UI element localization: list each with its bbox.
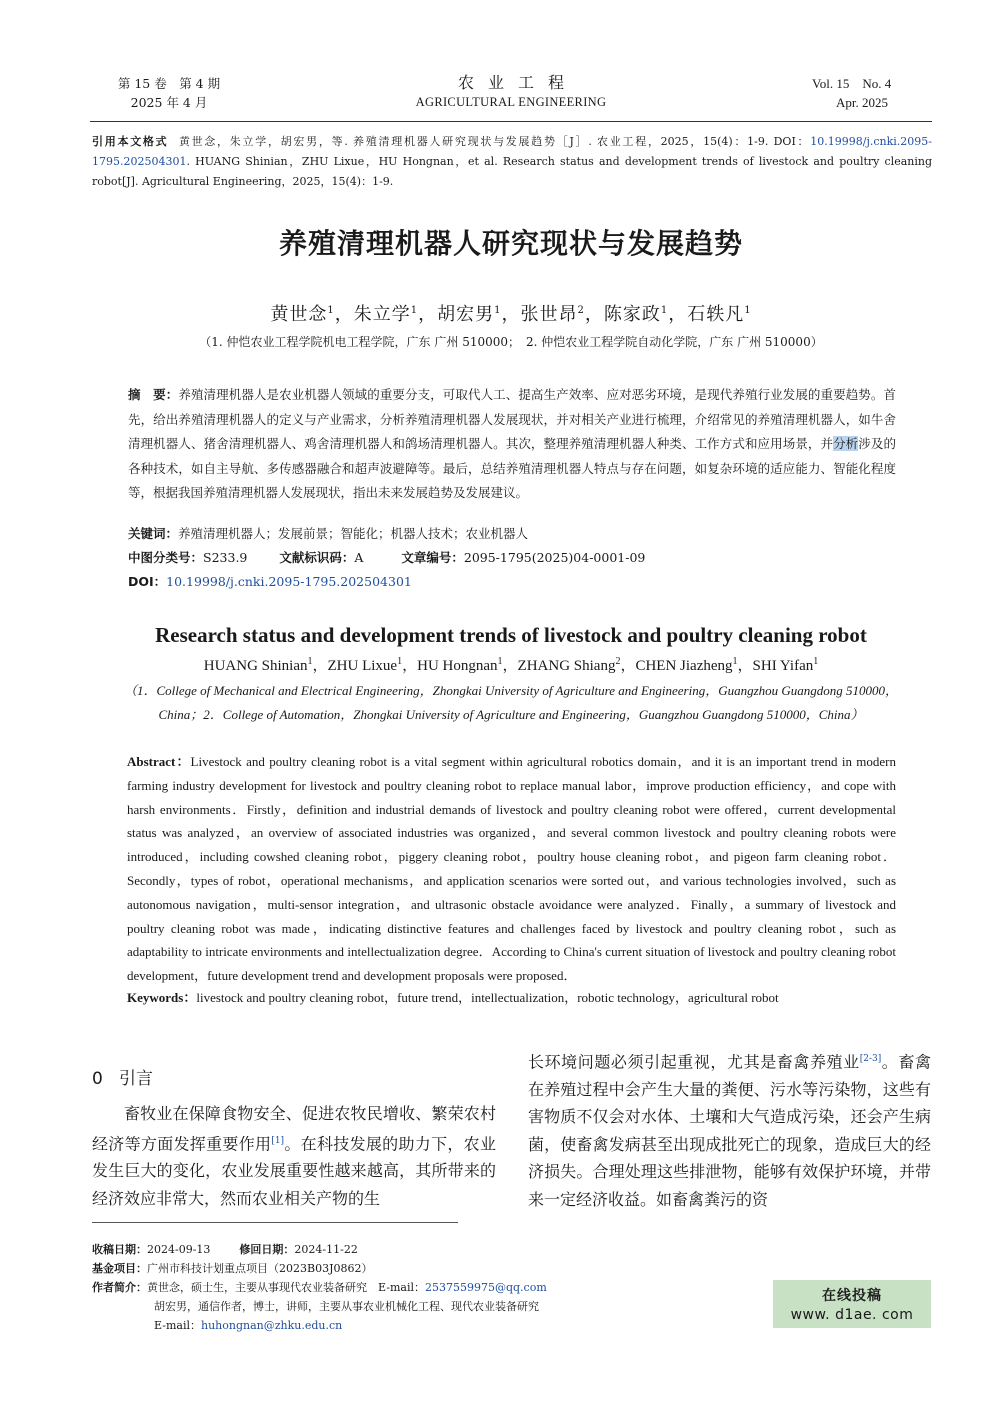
author-en-name: SHI Yifan [752,658,814,674]
author-en-separator: ， [620,658,636,674]
paper-title-cn: 养殖清理机器人研究现状与发展趋势 [278,227,743,260]
citation-text-cn: 黄世念，朱立学，胡宏男，等. 养殖清理机器人研究现状与发展趋势［J］. 农业工程，2025，15(4)：1-9. DOI： [178,135,811,148]
fund-line [92,1259,772,1278]
volume-issue-cn: 第 15 卷 第 4 期 [117,76,221,91]
abstract-cn-label: 摘 要： [128,387,179,402]
header-rule [90,121,932,122]
author-en-separator: ， [737,658,753,674]
revised-date: 2024-11-22 [294,1243,358,1256]
body-column-left [92,1100,496,1212]
date-en: Apr. 2025 [836,95,888,110]
author-cn-separator: ， [334,304,354,325]
author-cn-separator: ， [501,304,521,325]
journal-name-en: AGRICULTURAL ENGINEERING [415,95,607,109]
author-bio-2-email [92,1316,772,1335]
received-date: 2024-09-13 [147,1243,211,1256]
journal-name-cn: 农业工程 [457,73,578,92]
badge-title: 在线投稿 [822,1288,882,1304]
section-heading [92,1064,153,1089]
author-bio-label: 作者简介： [92,1281,147,1294]
author-cn-name: 胡宏男 [437,304,495,325]
authors-en [90,654,932,675]
footnote-rule [92,1222,458,1223]
email-link-2[interactable]: huhongnan@zhku.edu.cn [200,1319,343,1332]
clc-value: S233.9 [203,550,248,565]
clc-label: 中图分类号： [128,550,204,565]
author-cn-separator: ， [668,304,688,325]
journal-header [396,72,626,111]
author-en-affiliation-mark: 1 [497,656,503,667]
author-cn-name: 朱立学 [353,304,411,325]
abstract-en-label: Abstract： [127,754,191,769]
section-number: 0 [92,1069,103,1089]
author-en-name: ZHU Lixue [327,658,398,674]
classification-line [128,548,896,568]
paper-title-en: Research status and development trends of livestock and poultry cleaning robot [155,623,867,647]
citation-text-en: . HUANG Shinian，ZHU Lixue，HU Hongnan，et al. Research status and development trends of livestock and poultry cleaning robot[J]. Agricultural Engineering，2025，15(4)：1-9. [92,155,932,188]
body-left-text-1: 畜牧业在保障食物安全、促进农牧民增收、繁荣农村经济等方面发挥重要作用 [92,1104,496,1153]
author-cn-separator: ， [584,304,604,325]
body-right-text-1: 长环境问题必须引起重视，尤其是畜禽养殖业 [528,1052,860,1072]
fund-label: 基金项目： [92,1262,147,1275]
online-submission-badge[interactable] [773,1280,931,1328]
author-cn-affiliation-mark: 1 [327,305,335,316]
abstract-cn-text-2: 涉及的各种技术，如自主导航、多传感器融合和超声波避障等。最后，总结养殖清理机器人特点与存在问题，如复杂环境的适应能力、智能化程度等，根据我国养殖清理机器人发展现状，指出未来发展趋势及发展建议。 [128,436,896,500]
affiliation-cn: （1. 仲恺农业工程学院机电工程学院，广东 广州 510000； 2. 仲恺农业工程学院自动化学院，广东 广州 510000） [199,335,823,349]
dates-line [92,1240,772,1259]
article-no-label: 文章编号： [401,550,464,565]
citation-ref-2-3[interactable]: [2-3] [859,1054,882,1064]
date-cn: 2025 年 4 月 [130,95,208,110]
section-title: 引言 [119,1069,154,1089]
doi-link[interactable]: 10.19998/j.cnki.2095-1795.202504301 [166,574,412,589]
body-column-right [528,1046,931,1213]
author-cn-affiliation-mark: 1 [744,305,752,316]
header-right [812,74,932,112]
author-en-name: ZHANG Shiang [517,658,616,674]
author-en-affiliation-mark: 1 [397,656,403,667]
citation-ref-1[interactable]: [1] [271,1135,285,1146]
author-en-separator: ， [312,658,328,674]
body-right-text-2: 。畜禽在养殖过程中会产生大量的粪便、污水等污染物，这些有害物质不仅会对水体、土壤和大气造成污染，还会产生病菌，使畜禽发病甚至出现成批死亡的现象，造成巨大的经济损失。合理处理这些排泄物，能够有效保护环境，并带来一定经济收益。如畜禽粪污的资 [528,1052,931,1209]
header-left [104,74,234,112]
author-en-name: HU Hongnan [417,658,498,674]
citation-label: 引用本文格式 [92,135,169,148]
body-left-text-2: 。在科技发展的助力下，农业发生巨大的变化，农业发展重要性越来越高，其所带来的经济效应非常大，然而农业相关产物的生 [92,1133,496,1208]
author-bio-1-text: 黄世念，硕士生，主要从事现代农业装备研究 E-mail： [147,1281,425,1294]
email-link-1[interactable]: 2537559975@qq.com [424,1281,547,1294]
author-cn-name: 石轶凡 [687,304,745,325]
author-cn-affiliation-mark: 2 [577,305,585,316]
abstract-cn-highlight[interactable]: 分析 [833,436,859,451]
keywords-en-text: livestock and poultry cleaning robot，future trend，intellectualization，robotic technology，agricultural robot [196,990,779,1005]
revised-label: 修回日期： [239,1243,295,1256]
doc-code-value: A [354,550,364,565]
badge-url: www. d1ae. com [790,1307,914,1323]
doc-code-label: 文献标识码： [279,550,355,565]
author-en-name: CHEN Jiazheng [635,658,733,674]
authors-cn [90,300,932,326]
doi-label: DOI： [128,574,167,589]
email-label: E-mail： [154,1319,201,1332]
author-en-affiliation-mark: 1 [732,656,738,667]
keywords-cn [128,524,896,544]
citation-doi-link[interactable]: 10.19998/j.cnki.2095-1795.202504301 [92,135,933,168]
citation-block [92,132,932,192]
keywords-cn-label: 关键词： [128,526,179,541]
keywords-cn-text: 养殖清理机器人；发展前景；智能化；机器人技术；农业机器人 [178,526,529,541]
affiliation-en: （1．College of Mechanical and Electrical Engineering，Zhongkai University of Agriculture and Engineering，Guangzhou Guangdong 510000，China；2．College of Automation，Zhongkai University of Agriculture and Engineering，Guangzhou Guangdong 510000，China） [123,683,899,722]
abstract-en-text: Livestock and poultry cleaning robot is a vital segment within agricultural robotics domain，and it is an important trend in modern farming industry development for livestock and poultry cleaning robot to replace manual labor，improve production efficiency，and cope with harsh environments．Firstly，definition and industrial demands of livestock and poultry cleaning robot were offered，current developmental status was analyzed，an overview of associated industries was organized，and several common livestock and poultry cleaning robots were introduced，including cowshed cleaning robot，piggery cleaning robot，poultry house cleaning robot，and pigeon farm cleaning robot．Secondly，types of robot，operational mechanisms，and application scenarios were sorted out，and various technologies involved，such as autonomous navigation，multi-sensor integration，and ultrasonic obstacle avoidance were analyzed．Finally，a summary of livestock and poultry cleaning robot was made，indicating distinctive features and challenges faced by livestock and poultry cleaning robot，such as adaptability to intricate environments and intellectualization degree．According to China's current situation of livestock and poultry cleaning robot development，future development trend and development proposals were proposed． [127,754,896,984]
keywords-en [127,988,896,1008]
author-en-separator: ， [402,658,418,674]
abstract-cn [128,383,896,506]
author-cn-affiliation-mark: 1 [494,305,502,316]
author-en-affiliation-mark: 1 [813,656,819,667]
abstract-en [127,750,896,988]
volume-issue-en: Vol. 15 No. 4 [812,76,892,91]
received-label: 收稿日期： [92,1243,147,1256]
author-en-affiliation-mark: 2 [615,656,621,667]
article-no-value: 2095-1795(2025)04-0001-09 [463,550,646,565]
fund-text: 广州市科技计划重点项目（2023B03J0862） [147,1262,373,1275]
author-en-separator: ， [502,658,518,674]
author-en-affiliation-mark: 1 [307,656,313,667]
author-bio-2: 胡宏男，通信作者，博士，讲师，主要从事农业机械化工程、现代农业装备研究 [154,1300,539,1313]
author-en-name: HUANG Shinian [203,658,308,674]
author-bio-1 [92,1278,772,1297]
author-cn-name: 张世昂 [520,304,578,325]
doi-line [128,572,896,592]
author-cn-affiliation-mark: 1 [410,305,419,316]
abstract-cn-text-1: 养殖清理机器人是农业机器人领域的重要分支，可取代人工、提高生产效率、应对恶劣环境，是现代养殖行业发展的重要趋势。首先，给出养殖清理机器人的定义与产业需求，分析养殖清理机器人发展现状，并对相关产业进行梳理，介绍常见的养殖清理机器人，如牛舍清理机器人、猪舍清理机器人、鸡舍清理机器人和鸽场清理机器人。其次，整理养殖清理机器人种类、工作方式和应用场景，并 [128,387,896,451]
footnotes [92,1240,772,1335]
keywords-en-label: Keywords： [127,990,197,1005]
author-cn-separator: ， [418,304,438,325]
author-cn-name: 黄世念 [270,304,328,325]
author-cn-name: 陈家政 [603,304,661,325]
author-cn-affiliation-mark: 1 [660,305,669,316]
